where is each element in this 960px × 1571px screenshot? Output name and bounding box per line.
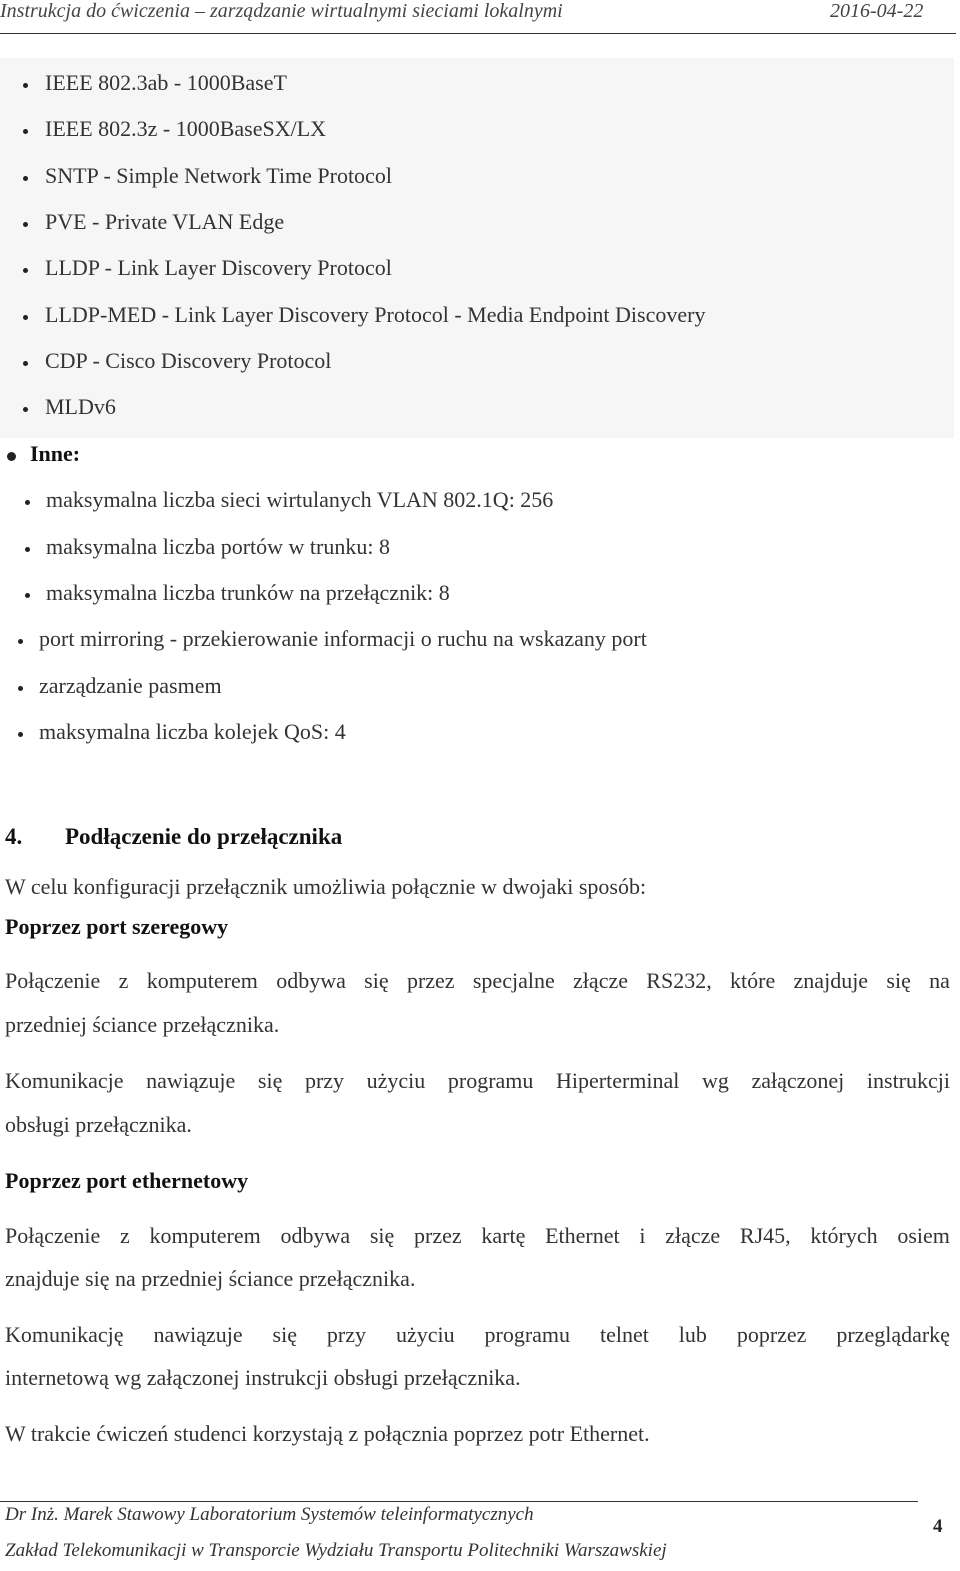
- document-header-title: Instrukcja do ćwiczenia – zarządzanie wirtualnymi sieciami lokalnymi: [0, 0, 563, 22]
- page-number: 4: [933, 1516, 943, 1537]
- other-list-item: maksymalna liczba trunków na przełącznik: 8: [46, 580, 450, 605]
- serial-heading: Poprzez port szeregowy: [5, 914, 229, 939]
- bullet-icon: [25, 593, 30, 598]
- ethernet-paragraph-2-line-2: internetową wg załączonej instrukcji obsługi przełącznika.: [5, 1365, 521, 1390]
- protocol-list-item: MLDv6: [45, 394, 116, 420]
- section-number: 4.: [5, 824, 23, 849]
- protocol-list-item: LLDP - Link Layer Discovery Protocol: [45, 255, 392, 281]
- section-intro: W celu konfiguracji przełącznik umożliwia połącznie w dwojaki sposób:: [5, 874, 647, 899]
- bullet-icon: [23, 83, 28, 88]
- protocol-list-background: [0, 58, 954, 438]
- other-list-item: port mirroring - przekierowanie informacji o ruchu na wskazany port: [39, 626, 647, 651]
- serial-paragraph-1-line-1: Połączenie z komputerem odbywa się przez specjalne złącze RS232, które znajduje się na: [5, 968, 950, 993]
- bullet-icon: [23, 361, 28, 366]
- bullet-icon: [25, 547, 30, 552]
- bullet-icon: [18, 639, 23, 644]
- footer-institution: Zakład Telekomunikacji w Transporcie Wydziału Transportu Politechniki Warszawskiej: [5, 1540, 667, 1561]
- section-title: Podłączenie do przełącznika: [65, 824, 343, 849]
- ethernet-paragraph-3: W trakcie ćwiczeń studenci korzystają z połącznia poprzez potr Ethernet.: [5, 1421, 650, 1446]
- bullet-icon: [23, 176, 28, 181]
- protocol-list-item: SNTP - Simple Network Time Protocol: [45, 162, 392, 188]
- footer-author: Dr Inż. Marek Stawowy Laboratorium Systemów teleinformatycznych: [5, 1504, 534, 1525]
- protocol-list-item: IEEE 802.3ab - 1000BaseT: [45, 70, 287, 95]
- protocol-list-item: PVE - Private VLAN Edge: [45, 208, 285, 234]
- ethernet-paragraph-2-line-1: Komunikację nawiązuje się przy użyciu programu telnet lub poprzez przeglądarkę: [5, 1322, 950, 1347]
- ethernet-paragraph-1-line-2: znajduje się na przedniej ściance przełącznika.: [5, 1266, 416, 1291]
- bullet-icon: [18, 732, 23, 737]
- footer-divider: [0, 1501, 918, 1502]
- serial-paragraph-1-line-2: przedniej ściance przełącznika.: [5, 1012, 280, 1037]
- header-divider: [0, 33, 956, 34]
- document-header-date: 2016-04-22: [830, 0, 924, 22]
- ethernet-heading: Poprzez port ethernetowy: [5, 1168, 249, 1193]
- protocol-list-item: IEEE 802.3z - 1000BaseSX/LX: [45, 116, 327, 142]
- ethernet-paragraph-1-line-1: Połączenie z komputerem odbywa się przez kartę Ethernet i złącze RJ45, których osiem: [5, 1223, 950, 1248]
- bullet-icon: [23, 315, 28, 320]
- bullet-icon: [23, 222, 28, 227]
- serial-paragraph-2-line-2: obsługi przełącznika.: [5, 1112, 192, 1137]
- bullet-icon: [25, 500, 30, 505]
- other-list-item: maksymalna liczba sieci wirtulanych VLAN 802.1Q: 256: [46, 487, 554, 512]
- other-list-item: maksymalna liczba kolejek QoS: 4: [39, 719, 346, 744]
- protocol-list-item: CDP - Cisco Discovery Protocol: [45, 347, 332, 373]
- serial-paragraph-2-line-1: Komunikacje nawiązuje się przy użyciu programu Hiperterminal wg załączonej instrukcji: [5, 1068, 950, 1093]
- bullet-icon: [18, 686, 23, 691]
- other-list-item: zarządzanie pasmem: [39, 672, 222, 698]
- other-list-item: maksymalna liczba portów w trunku: 8: [46, 533, 390, 559]
- protocol-list-item: LLDP-MED - Link Layer Discovery Protocol - Media Endpoint Discovery: [45, 301, 706, 327]
- other-heading: Inne:: [30, 441, 81, 466]
- bullet-icon: [7, 452, 16, 461]
